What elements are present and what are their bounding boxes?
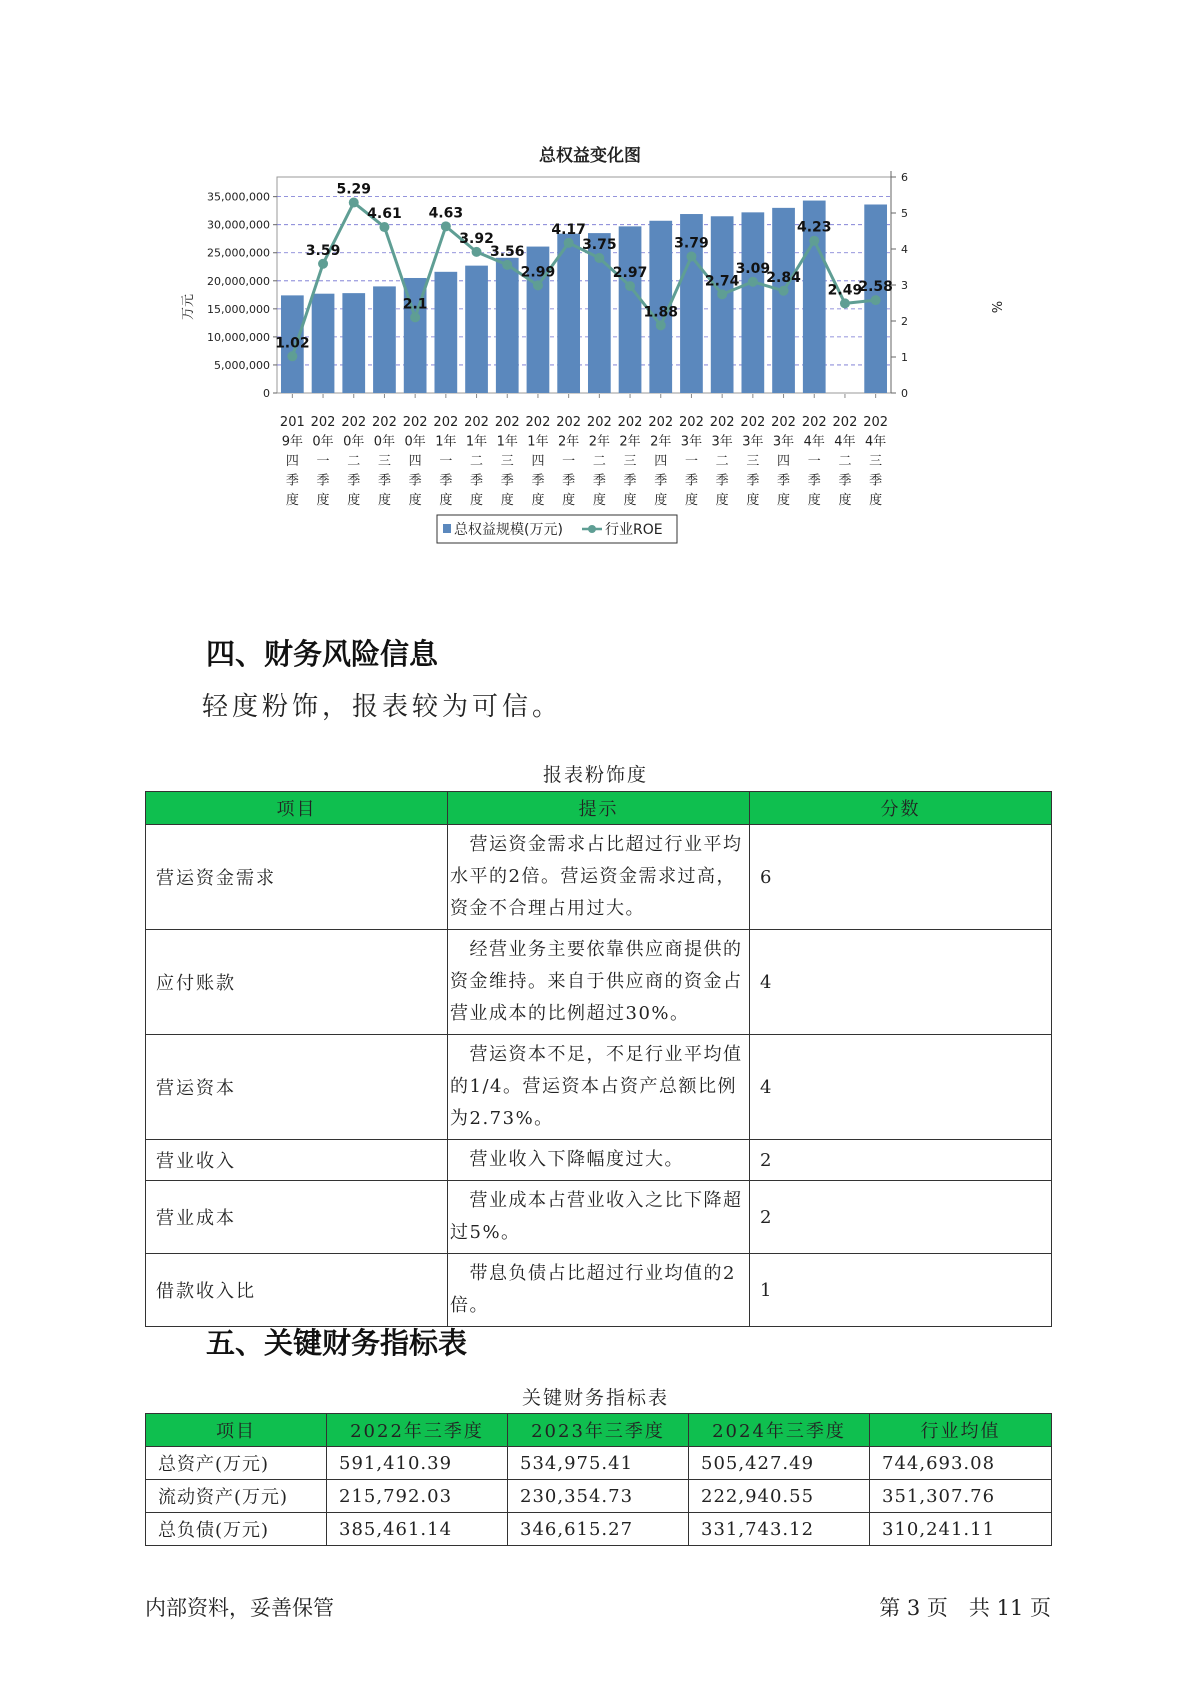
header-hint: 提示	[448, 792, 750, 825]
bar	[373, 286, 396, 393]
category-label: 202 2年一季度	[556, 415, 582, 508]
roe-data-label: 2.1	[402, 296, 428, 313]
row-2023: 534,975.41	[508, 1447, 689, 1480]
roe-point	[809, 236, 819, 246]
bar	[772, 208, 795, 393]
roe-point	[349, 198, 359, 208]
row-score: 2	[750, 1140, 1052, 1181]
row-name: 总负债(万元)	[146, 1513, 327, 1546]
header-item: 项目	[146, 1414, 327, 1447]
header-industry-avg: 行业均值	[870, 1414, 1052, 1447]
row-2023: 346,615.27	[508, 1513, 689, 1546]
row-2022: 385,461.14	[327, 1513, 508, 1546]
bar	[312, 294, 335, 393]
footer-confidential: 内部资料，妥善保管	[145, 1596, 334, 1620]
roe-point	[410, 312, 420, 322]
header-score: 分数	[750, 792, 1052, 825]
category-label: 202 1年一季度	[433, 415, 459, 508]
tick-label-left: 0	[263, 387, 270, 400]
tick-label-left: 10,000,000	[207, 330, 270, 344]
row-2024: 331,743.12	[689, 1513, 870, 1546]
roe-point	[594, 253, 604, 263]
row-score: 6	[750, 825, 1052, 930]
section4-summary: 轻度粉饰，报表较为可信。	[202, 692, 563, 722]
roe-data-label: 2.49	[827, 282, 863, 299]
table-row	[146, 1140, 1052, 1181]
row-2022: 591,410.39	[327, 1447, 508, 1480]
roe-data-label: 3.59	[305, 242, 341, 259]
roe-point	[502, 260, 512, 270]
row-hint: 营运资本不足，不足行业平均值的1/4。营运资本占资产总额比例为2.73%。	[448, 1035, 750, 1140]
roe-point	[717, 289, 727, 299]
row-item: 营业收入	[146, 1140, 448, 1181]
category-label: 202 3年三季度	[740, 415, 766, 508]
row-hint: 经营业务主要依靠供应商提供的资金维持。来自于供应商的资金占营业成本的比例超过30%。	[448, 930, 750, 1035]
roe-point	[840, 298, 850, 308]
legend-bar-swatch	[443, 524, 451, 533]
tick-label-right: 6	[901, 171, 908, 184]
bar	[434, 272, 457, 393]
roe-point	[379, 222, 389, 232]
tick-label-right: 2	[901, 315, 908, 328]
risk-table-header	[146, 792, 1052, 825]
row-2024: 505,427.49	[689, 1447, 870, 1480]
chart-title: 总权益变化图	[539, 146, 641, 166]
table-row	[146, 1254, 1052, 1327]
roe-data-label: 3.79	[674, 235, 709, 252]
bar	[342, 293, 365, 393]
tick-label-right: 4	[901, 243, 908, 256]
category-label: 202 1年四季度	[525, 415, 551, 508]
roe-point	[656, 320, 666, 330]
tick-label-right: 0	[901, 387, 908, 400]
tick-label-right: 5	[901, 207, 908, 220]
table-row	[146, 1035, 1052, 1140]
roe-point	[686, 252, 696, 262]
category-label: 202 2年四季度	[648, 415, 674, 508]
roe-point	[441, 221, 451, 231]
row-name: 流动资产(万元)	[146, 1480, 327, 1513]
category-label: 202 4年三季度	[863, 415, 889, 508]
category-label: 202 2年三季度	[617, 415, 643, 508]
row-score: 4	[750, 930, 1052, 1035]
tick-label-left: 25,000,000	[207, 246, 270, 260]
row-item: 营业成本	[146, 1181, 448, 1254]
key-metrics-table	[145, 1413, 1052, 1546]
category-label: 202 3年二季度	[709, 415, 735, 508]
category-label: 202 4年一季度	[801, 415, 827, 508]
roe-data-label: 2.58	[858, 279, 893, 296]
roe-point	[564, 238, 574, 248]
row-2022: 215,792.03	[327, 1480, 508, 1513]
tick-label-left: 15,000,000	[207, 302, 270, 316]
category-label: 202 3年四季度	[771, 415, 796, 508]
category-label: 202 0年三季度	[372, 415, 397, 508]
table-row	[146, 1181, 1052, 1254]
roe-point	[779, 286, 789, 296]
total-equity-chart	[150, 135, 1030, 605]
row-item: 借款收入比	[146, 1254, 448, 1327]
category-label: 202 4年二季度	[832, 415, 858, 508]
roe-data-label: 4.61	[367, 206, 402, 223]
roe-point	[533, 280, 543, 290]
category-label: 202 0年二季度	[341, 415, 367, 508]
chart-ylabel-right: %	[988, 300, 1003, 314]
category-label: 202 0年四季度	[402, 415, 428, 508]
roe-data-label: 3.75	[582, 237, 617, 253]
roe-data-label: 1.02	[275, 335, 310, 352]
tick-label-right: 3	[901, 279, 908, 292]
risk-table	[145, 791, 1052, 1327]
row-item: 营运资金需求	[146, 825, 448, 930]
category-label: 202 2年二季度	[586, 415, 612, 508]
roe-point	[287, 351, 297, 361]
roe-data-label: 2.97	[612, 265, 648, 282]
bar	[557, 234, 580, 393]
row-industry-avg: 744,693.08	[870, 1447, 1052, 1480]
bar	[619, 226, 642, 393]
row-score: 4	[750, 1035, 1052, 1140]
category-label: 201 9年四季度	[279, 415, 305, 508]
category-label: 202 0年一季度	[310, 415, 336, 508]
section5-title: 五、关键财务指标表	[206, 1326, 468, 1360]
row-hint: 营运资金需求占比超过行业平均水平的2倍。营运资金需求过高，资金不合理占用过大。	[448, 825, 750, 930]
table-row	[146, 1480, 1052, 1513]
chart-ylabel-left: 万元	[181, 293, 196, 321]
row-hint: 营业收入下降幅度过大。	[448, 1140, 750, 1181]
roe-data-label: 2.74	[704, 273, 740, 290]
roe-data-label: 1.88	[643, 304, 679, 321]
header-2024: 2024年三季度	[689, 1414, 870, 1447]
row-name: 总资产(万元)	[146, 1447, 327, 1480]
legend-line-label: 行业ROE	[605, 522, 663, 538]
table-row	[146, 930, 1052, 1035]
roe-data-label: 2.84	[766, 269, 801, 286]
row-2023: 230,354.73	[508, 1480, 689, 1513]
tick-label-right: 1	[901, 351, 908, 364]
row-item: 应付账款	[146, 930, 448, 1035]
bar	[711, 216, 734, 393]
risk-table-caption: 报表粉饰度	[542, 764, 648, 786]
tick-label-left: 35,000,000	[207, 190, 270, 204]
row-score: 2	[750, 1181, 1052, 1254]
roe-point	[871, 295, 881, 305]
legend-line-marker	[588, 525, 596, 533]
key-table-header	[146, 1414, 1052, 1447]
footer-page-number: 第 3 页 共 11 页	[879, 1596, 1051, 1620]
tick-label-left: 5,000,000	[214, 358, 270, 372]
roe-data-label: 3.56	[489, 243, 525, 260]
bar	[465, 266, 488, 393]
bar	[741, 212, 764, 393]
category-label: 202 1年二季度	[464, 415, 489, 508]
category-label: 202 1年三季度	[494, 415, 520, 508]
roe-data-label: 4.63	[428, 205, 464, 222]
roe-data-label: 2.99	[520, 264, 556, 281]
row-score: 1	[750, 1254, 1052, 1327]
roe-data-label: 5.29	[336, 181, 372, 198]
tick-label-left: 20,000,000	[207, 274, 270, 288]
header-item: 项目	[146, 792, 448, 825]
tick-label-left: 30,000,000	[207, 218, 270, 232]
table-row	[146, 825, 1052, 930]
row-item: 营运资本	[146, 1035, 448, 1140]
roe-data-label: 3.92	[459, 230, 494, 247]
table-row	[146, 1447, 1052, 1480]
roe-data-label: 4.23	[796, 219, 832, 236]
roe-point	[625, 281, 635, 291]
roe-point	[318, 259, 328, 269]
header-2023: 2023年三季度	[508, 1414, 689, 1447]
chart-legend	[437, 515, 677, 543]
category-label: 202 3年一季度	[679, 415, 704, 508]
row-industry-avg: 310,241.11	[870, 1513, 1052, 1546]
header-2022: 2022年三季度	[327, 1414, 508, 1447]
roe-data-label: 4.17	[551, 221, 586, 238]
section4-title: 四、财务风险信息	[206, 637, 439, 671]
roe-data-label: 3.09	[735, 260, 771, 277]
row-hint: 带息负债占比超过行业均值的2倍。	[448, 1254, 750, 1327]
row-2024: 222,940.55	[689, 1480, 870, 1513]
legend-bar-label: 总权益规模(万元)	[454, 522, 563, 538]
table-row	[146, 1513, 1052, 1546]
row-hint: 营业成本占营业收入之比下降超过5%。	[448, 1181, 750, 1254]
roe-point	[748, 277, 758, 287]
bar	[496, 258, 519, 393]
key-table-caption: 关键财务指标表	[521, 1387, 669, 1409]
row-industry-avg: 351,307.76	[870, 1480, 1052, 1513]
roe-point	[472, 247, 482, 257]
